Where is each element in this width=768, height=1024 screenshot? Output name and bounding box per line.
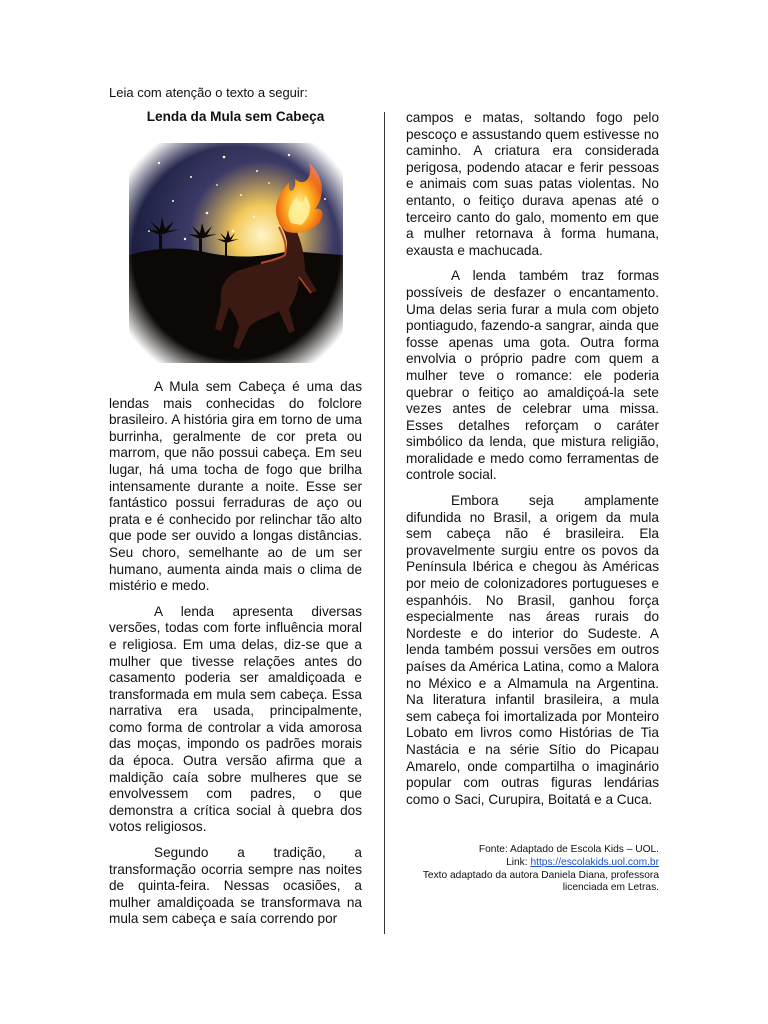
author-line-2: licenciada em Letras. xyxy=(562,882,659,894)
paragraph-2: A lenda apresenta diversas versões, todas com forte influência moral e religiosa. Em uma delas, diz-se que a mulher que tivesse relações antes do casamento poderia ser amaldiçoada e transformada em mula sem cabeça. Essa narrativa era usada, principalmente, como forma de controlar a vida amorosa das moças, impondo os padrões morais da época. Outra versão afirma que a maldição caía sobre mulheres que se envolvessem com padres, o que demonstra a crítica social à quebra dos votos religiosos. xyxy=(109,603,362,835)
source-link-line xyxy=(406,857,659,870)
left-column xyxy=(109,109,362,928)
paragraph-4: A lenda também traz formas possíveis de desfazer o encantamento. Uma delas seria furar a mula com objeto pontiagudo, fazendo-a sangrar, ainda que fosse apenas uma gota. Outra forma envolvia o próprio padre com quem a mulher teve o romance: ele poderia quebrar o feitiço ao amaldiçoá-la sete vezes antes de celebrar uma missa. Esses detalhes reforçam o caráter simbólico da lenda, que mistura religião, moralidade e medo como ferramentas de controle social. xyxy=(406,268,659,483)
source-link[interactable]: https://escolakids.uol.com.br xyxy=(530,856,659,868)
paragraph-5: Embora seja amplamente difundida no Brasil, a origem da mula sem cabeça não é brasileira. Ela provavelmente surgiu entre os povos da Península Ibérica e chegou às Américas por meio de colonizadores portugueses e espanhóis. No Brasil, ganhou força especialmente nas áreas rurais do Nordeste e do interior do Sudeste. A lenda também possui versões em outros países da América Latina, como a Malora no México e a Almamula na Argentina. Na literatura infantil brasileira, a mula sem cabeça foi imortalizada por Monteiro Lobato em livros como Histórias de Tia Nastácia e na série Sítio do Picapau Amarelo, onde compartilha o imaginário popular com outras figuras lendárias como o Saci, Curupira, Boitatá e a Cuca. xyxy=(406,493,659,807)
column-divider xyxy=(384,112,385,934)
intro-instruction: Leia com atenção o texto a seguir: xyxy=(109,85,308,100)
paragraph-3: Segundo a tradição, a transformação ocorria sempre nas noites de quinta-feira. Nessas ocasiões, a mulher amaldiçoada se transformava na mula sem cabeça e saía correndo por xyxy=(109,845,362,927)
paragraph-3-continuation: campos e matas, soltando fogo pelo pescoço e assustando quem estivesse no caminho. A criatura era considerada perigosa, podendo atacar e ferir pessoas e animais com suas patas violentas. No entanto, o feitiço durava apenas até o terceiro canto do galo, momento em que a mulher retornava à forma humana, exausta e machucada. xyxy=(406,110,659,258)
paragraph-1: A Mula sem Cabeça é uma das lendas mais conhecidas do folclore brasileiro. A história gira em torno de uma burrinha, geralmente de cor preta ou marrom, que não possui cabeça. Em seu lugar, há uma tocha de fogo que brilha intensamente durante a noite. Esse ser fantástico possui ferraduras de aço ou prata e é conhecido por relinchar tão alto que pode ser ouvido a longas distâncias. Seu choro, semelhante ao de um ser humano, aumenta ainda mais o clima de mistério e medo. xyxy=(109,379,362,594)
source-line: Fonte: Adaptado de Escola Kids – UOL. xyxy=(478,844,659,856)
story-title: Lenda da Mula sem Cabeça xyxy=(146,109,325,124)
right-column xyxy=(406,110,659,895)
link-label: Link: xyxy=(506,856,528,868)
author-line: Texto adaptado da autora Daniela Diana, professora xyxy=(422,869,659,881)
headless-mule-illustration xyxy=(129,143,343,363)
source-credits xyxy=(406,844,659,894)
